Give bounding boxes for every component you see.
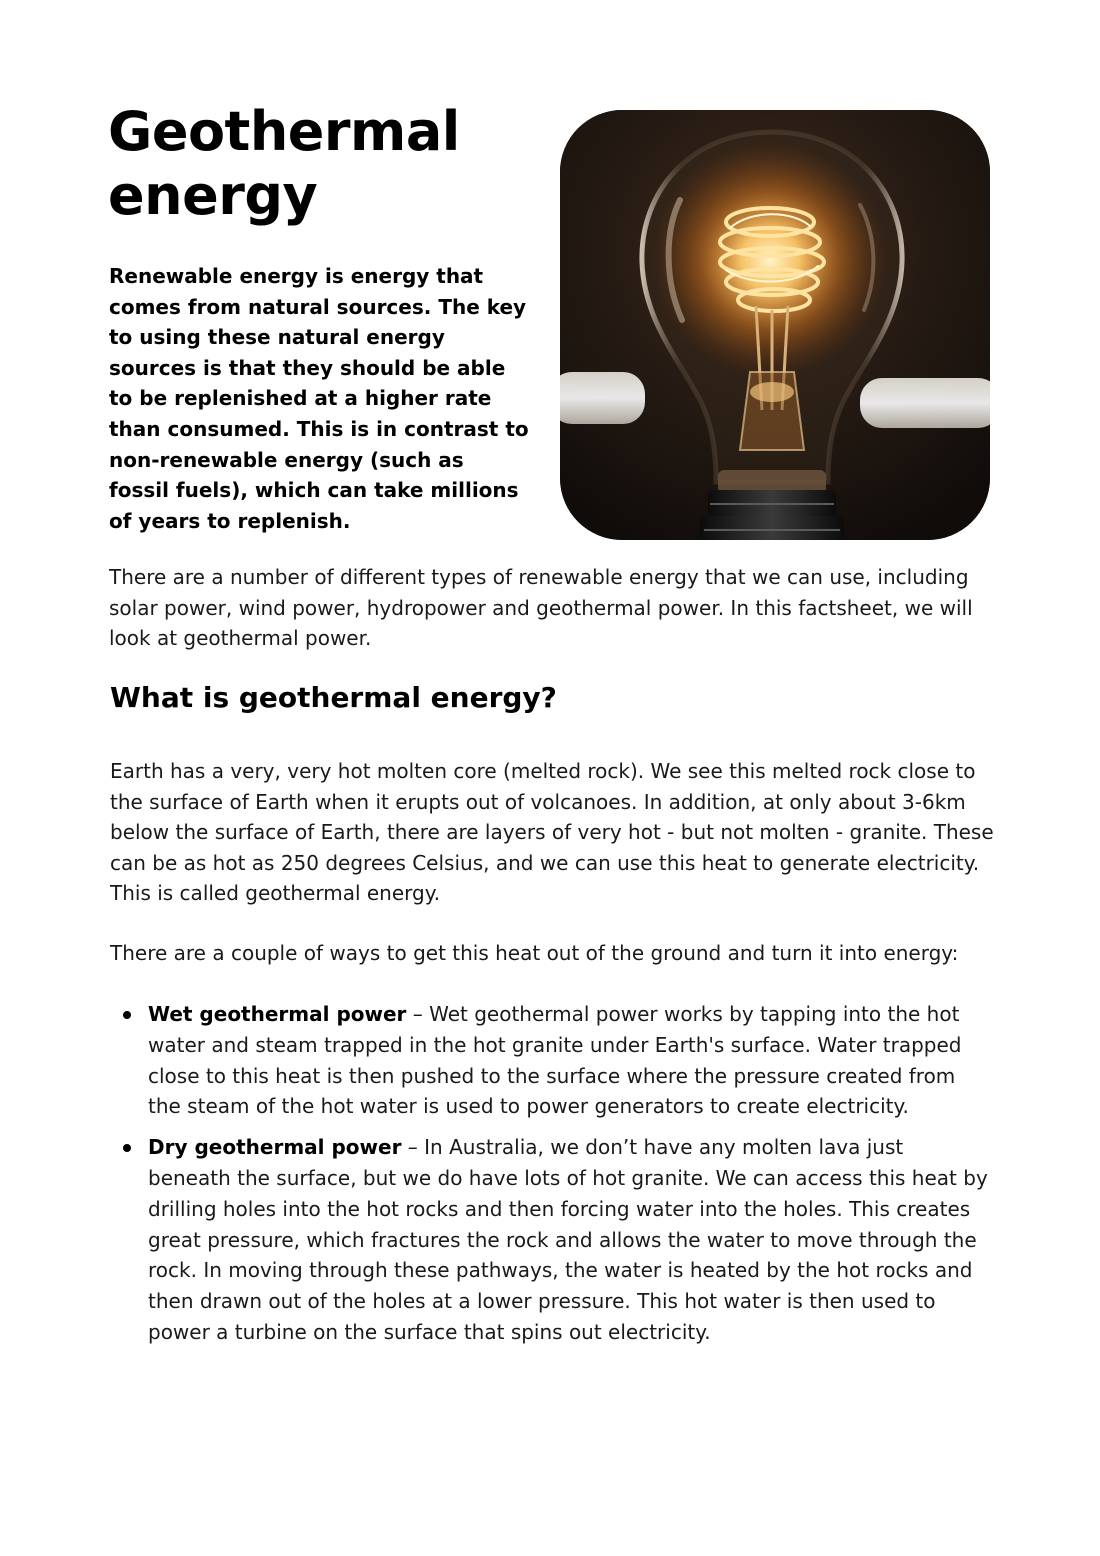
core-paragraph: Earth has a very, very hot molten core (melted rock). We see this melted rock close to the surface of Earth when it erupts out of volcanoes. In addition, at only about 3-6km below the surface of Earth, there are layers of very hot - but not molten - granite. These can be as hot as 250 degrees Celsius, and we can use this heat to generate electricity. This is called geothermal energy. <box>110 759 994 905</box>
ways-paragraph: There are a couple of ways to get this heat out of the ground and turn it into energy: <box>110 941 959 965</box>
bullet-icon <box>123 1144 131 1152</box>
list-item-wet-geothermal <box>110 999 990 1122</box>
intro-summary: Renewable energy is energy that comes from natural sources. The key to using these natural energy sources is that they should be able to be replenished at a higher rate than consumed. This is in contrast to non-renewable energy (such as fossil fuels), which can take millions of years to replenish. <box>109 264 529 533</box>
list-item-text: – Wet geothermal power works by tapping into the hot water and steam trapped in the hot granite under Earth's surface. Water trapped close to this heat is then pushed to the surface where the pressure created from the steam of the hot water is used to power generators to create electricity. <box>148 1002 962 1119</box>
section-heading: What is geothermal energy? <box>110 681 557 714</box>
list-item-term: Wet geothermal power <box>148 1002 407 1026</box>
light-bulb-image <box>560 110 990 540</box>
methods-list <box>110 999 990 1358</box>
bullet-icon <box>123 1011 131 1019</box>
intro-paragraph: There are a number of different types of renewable energy that we can use, including solar power, wind power, hydropower and geothermal power. In this factsheet, we will look at geothermal power. <box>109 565 973 650</box>
list-item-text: – In Australia, we don’t have any molten lava just beneath the surface, but we do have lots of hot granite. We can access this heat by drilling holes into the hot rocks and then forcing water into the holes. This creates great pressure, which fractures the rock and allows the water to move through the rock. In moving through these pathways, the water is heated by the hot rocks and then drawn out of the holes at a lower pressure. This hot water is then used to power a turbine on the surface that spins out electricity. <box>148 1135 988 1344</box>
list-item-dry-geothermal <box>110 1132 990 1348</box>
list-item-term: Dry geothermal power <box>148 1135 402 1160</box>
page-title: Geothermal energy <box>108 100 460 227</box>
